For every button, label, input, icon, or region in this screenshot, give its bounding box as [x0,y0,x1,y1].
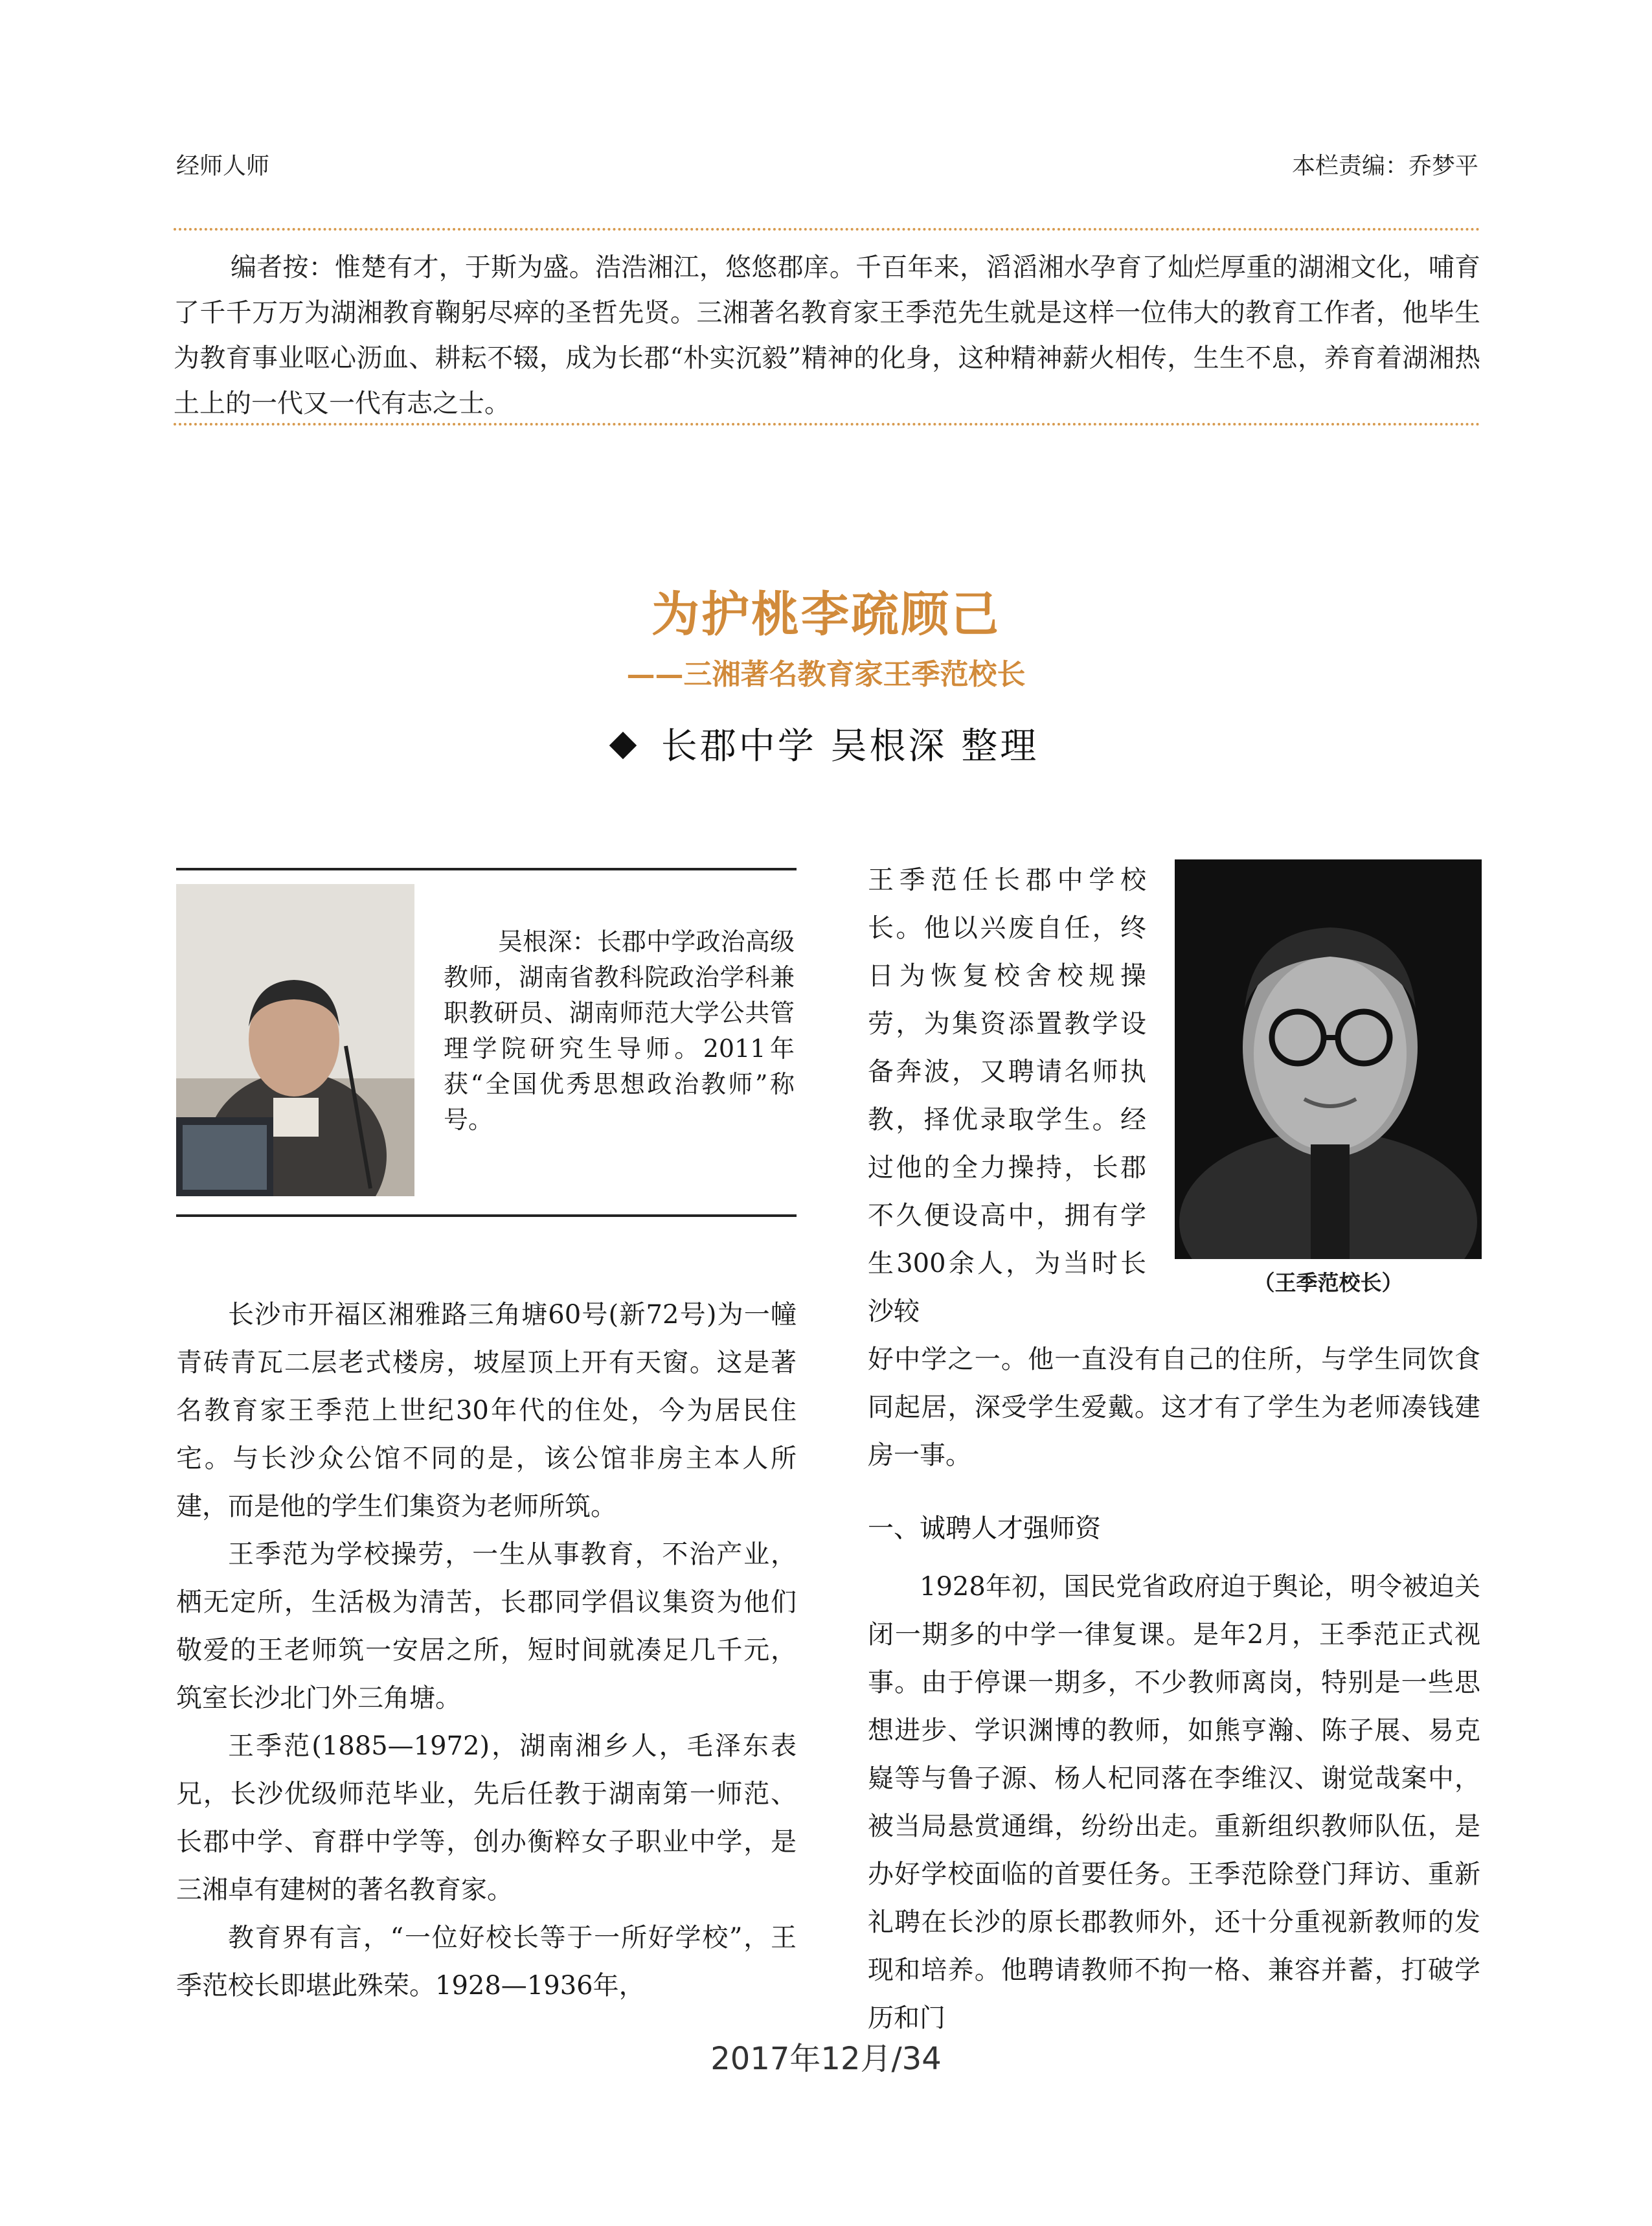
editor-credit: 本栏责编：乔梦平 [1291,153,1478,179]
author-photo [176,884,414,1196]
body-paragraph: 长沙市开福区湘雅路三角塘60号(新72号)为一幢青砖青瓦二层老式楼房，坡屋顶上开有天窗。这是著名教育家王季范上世纪30年代的住处，今为居民住宅。与长沙众公馆不同的是，该公馆非房主本人所建，而是他的学生们集资为老师所筑。 [176,1300,797,1521]
portrait-image [1175,859,1482,1259]
section-heading: 一、诚聘人才强师资 [868,1514,1101,1543]
body-paragraph: 教育界有言，“一位好校长等于一所好学校”，王季范校长即堪此殊荣。1928—1936年， [176,1923,797,2001]
article-title: 为护桃李疏顾己 [651,587,1001,642]
bio-bottom-rule [176,1214,797,1217]
author-bio-text: ：长郡中学政治高级教师，湖南省教科院政治学科兼职教研员、湖南师范大学公共管理学院研究生导师。2011年获“全国优秀思想政治教师”称号。 [444,927,795,1134]
author-photo-image [176,884,414,1196]
byline-text: 长郡中学 吴根深 整理 [661,725,1039,767]
editor-note: 编者按：惟楚有才，于斯为盛。浩浩湘江，悠悠郡庠。千百年来，滔滔湘水孕育了灿烂厚重的湖湘文化，哺育了千千万万为湖湘教育鞠躬尽瘁的圣哲先贤。三湘著名教育家王季范先生就是这样一位伟大的教育工作者，他毕生为教育事业呕心沥血、耕耘不辍，成为长郡“朴实沉毅”精神的化身，这种精神薪火相传，生生不息，养育着湖湘热土上的一代又一代有志之士。 [174,253,1480,418]
section-paragraph: 1928年初，国民党省政府迫于舆论，明令被迫关闭一期多的中学一律复课。是年2月，王季范正式视事。由于停课一期多，不少教师离岗，特别是一些思想进步、学识渊博的教师，如熊亨瀚、陈子展、易克嶷等与鲁子源、杨人杞同落在李维汉、谢觉哉案中，被当局悬赏通缉，纷纷出走。重新组织教师队伍，是办好学校面临的首要任务。王季范除登门拜访、重新礼聘在长沙的原长郡教师外，还十分重视新教师的发现和培养。他聘请教师不拘一格、兼容并蓄，打破学历和门 [868,1572,1480,2033]
page-footer: 2017年12月/34 [710,2041,942,2077]
author-name: 吴根深 [498,927,572,956]
column-name: 经师人师 [176,153,270,179]
note-bottom-divider [174,423,1480,426]
portrait-caption: （王季范校长） [1253,1270,1403,1295]
author-bio [444,924,795,1138]
bio-top-rule [176,868,797,870]
continue-paragraph: 好中学之一。他一直没有自己的住所，与学生同饮食同起居，深受学生爱戴。这才有了学生为老师凑钱建房一事。 [868,1345,1480,1470]
diamond-bullet-icon [609,731,636,758]
wrap-paragraph: 王季范任长郡中学校长。他以兴废自任，终日为恢复校舍校规操劳，为集资添置教学设备奔波，又聘请名师执教，择优录取学生。经过他的全力操持，长郡不久便设高中，拥有学生300余人，为当时长沙较 [868,865,1146,1326]
left-column [176,1291,797,2010]
body-paragraph: 王季范为学校操劳，一生从事教育，不治产业，栖无定所，生活极为清苦，长郡同学倡议集资为他们敬爱的王老师筑一安居之所，短时间就凑足几千元，筑室长沙北门外三角塘。 [176,1539,797,1713]
body-paragraph: 王季范(1885—1972)，湖南湘乡人，毛泽东表兄，长沙优级师范毕业，先后任教于湖南第一师范、长郡中学、育群中学等，创办衡粹女子职业中学，是三湘卓有建树的著名教育家。 [176,1731,797,1905]
note-top-divider [174,228,1480,231]
portrait-photo [1175,859,1482,1259]
article-subtitle: ——三湘著名教育家王季范校长 [626,658,1026,691]
article-byline [0,718,1652,769]
